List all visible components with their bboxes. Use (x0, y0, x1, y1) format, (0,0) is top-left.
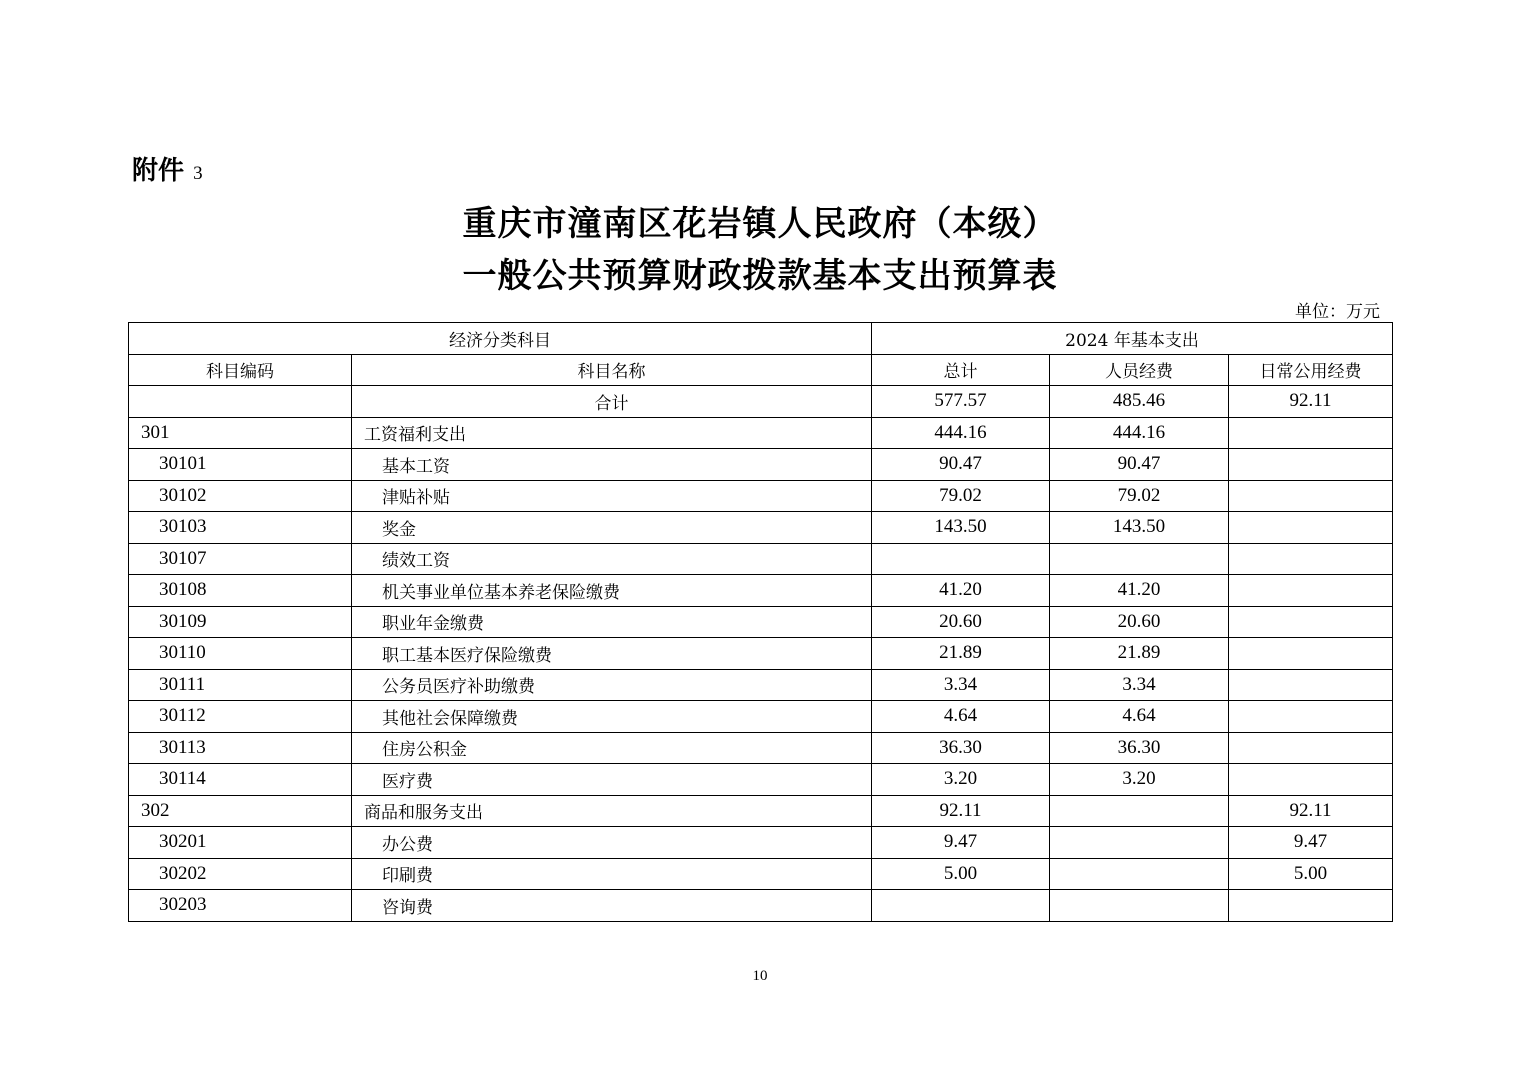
header-classification: 经济分类科目 (129, 323, 872, 355)
row-personnel: 79.02 (1050, 480, 1229, 512)
table-row (129, 890, 1393, 922)
row-name: 工资福利支出 (352, 417, 872, 449)
row-code: 30110 (129, 638, 352, 670)
row-public (1229, 575, 1393, 607)
row-name: 咨询费 (352, 890, 872, 922)
header-total: 总计 (872, 354, 1050, 386)
table-row (129, 764, 1393, 796)
header-code: 科目编码 (129, 354, 352, 386)
row-code: 301 (129, 417, 352, 449)
row-personnel (1050, 827, 1229, 859)
row-name: 印刷费 (352, 858, 872, 890)
row-personnel: 20.60 (1050, 606, 1229, 638)
row-public (1229, 764, 1393, 796)
row-public (1229, 480, 1393, 512)
table-row (129, 449, 1393, 481)
table-row (129, 827, 1393, 859)
header-basic-expenditure: 2024 年基本支出 (872, 323, 1393, 355)
row-personnel (1050, 890, 1229, 922)
row-total: 41.20 (872, 575, 1050, 607)
table-row (129, 701, 1393, 733)
total-public: 92.11 (1229, 386, 1393, 418)
row-public: 5.00 (1229, 858, 1393, 890)
row-total: 4.64 (872, 701, 1050, 733)
row-total: 90.47 (872, 449, 1050, 481)
total-total: 577.57 (872, 386, 1050, 418)
row-name: 机关事业单位基本养老保险缴费 (352, 575, 872, 607)
row-name: 津贴补贴 (352, 480, 872, 512)
row-code: 30113 (129, 732, 352, 764)
row-public (1229, 543, 1393, 575)
total-label: 合计 (352, 386, 872, 418)
row-code: 30114 (129, 764, 352, 796)
row-total: 36.30 (872, 732, 1050, 764)
row-name: 奖金 (352, 512, 872, 544)
row-personnel: 4.64 (1050, 701, 1229, 733)
header-public: 日常公用经费 (1229, 354, 1393, 386)
row-code: 30112 (129, 701, 352, 733)
row-code: 30202 (129, 858, 352, 890)
attachment-number: 3 (193, 163, 203, 184)
total-row (129, 386, 1393, 418)
row-personnel: 3.34 (1050, 669, 1229, 701)
row-public (1229, 669, 1393, 701)
row-name: 住房公积金 (352, 732, 872, 764)
row-total: 143.50 (872, 512, 1050, 544)
row-public (1229, 512, 1393, 544)
row-public (1229, 701, 1393, 733)
total-personnel: 485.46 (1050, 386, 1229, 418)
row-personnel: 21.89 (1050, 638, 1229, 670)
row-personnel: 90.47 (1050, 449, 1229, 481)
row-total: 444.16 (872, 417, 1050, 449)
page-title-line2: 一般公共预算财政拨款基本支出预算表 (462, 256, 1058, 296)
row-personnel: 143.50 (1050, 512, 1229, 544)
row-personnel (1050, 858, 1229, 890)
table-row (129, 606, 1393, 638)
column-header-row (129, 354, 1393, 386)
budget-table (128, 322, 1393, 922)
row-code: 30111 (129, 669, 352, 701)
header-personnel: 人员经费 (1050, 354, 1229, 386)
row-public (1229, 417, 1393, 449)
unit-label: 单位：万元 (1295, 302, 1380, 322)
row-personnel: 3.20 (1050, 764, 1229, 796)
row-total (872, 543, 1050, 575)
attachment-text: 附件 (132, 156, 185, 186)
row-total: 20.60 (872, 606, 1050, 638)
table-row (129, 858, 1393, 890)
total-code-cell (129, 386, 352, 418)
table-row (129, 512, 1393, 544)
row-personnel: 444.16 (1050, 417, 1229, 449)
row-total: 79.02 (872, 480, 1050, 512)
row-public (1229, 449, 1393, 481)
row-name: 基本工资 (352, 449, 872, 481)
row-public (1229, 606, 1393, 638)
row-total: 92.11 (872, 795, 1050, 827)
table-row (129, 480, 1393, 512)
attachment-label (132, 150, 203, 187)
row-total: 21.89 (872, 638, 1050, 670)
row-public (1229, 638, 1393, 670)
row-total: 3.20 (872, 764, 1050, 796)
row-name: 其他社会保障缴费 (352, 701, 872, 733)
row-public (1229, 732, 1393, 764)
row-name: 公务员医疗补助缴费 (352, 669, 872, 701)
row-code: 30107 (129, 543, 352, 575)
row-code: 30103 (129, 512, 352, 544)
table-row (129, 669, 1393, 701)
row-name: 绩效工资 (352, 543, 872, 575)
row-personnel (1050, 543, 1229, 575)
table-row (129, 795, 1393, 827)
page-number: 10 (752, 968, 768, 984)
row-code: 30102 (129, 480, 352, 512)
row-code: 30109 (129, 606, 352, 638)
row-personnel (1050, 795, 1229, 827)
row-code: 30108 (129, 575, 352, 607)
table-row (129, 417, 1393, 449)
row-code: 30203 (129, 890, 352, 922)
row-code: 302 (129, 795, 352, 827)
table-row (129, 638, 1393, 670)
row-total: 3.34 (872, 669, 1050, 701)
group-header-row (129, 323, 1393, 355)
row-name: 职工基本医疗保险缴费 (352, 638, 872, 670)
row-public: 92.11 (1229, 795, 1393, 827)
table-row (129, 543, 1393, 575)
row-public: 9.47 (1229, 827, 1393, 859)
row-total (872, 890, 1050, 922)
row-public (1229, 890, 1393, 922)
page-title-line1: 重庆市潼南区花岩镇人民政府（本级） (462, 204, 1058, 244)
row-total: 5.00 (872, 858, 1050, 890)
table-row (129, 732, 1393, 764)
table-row (129, 575, 1393, 607)
row-code: 30201 (129, 827, 352, 859)
row-name: 商品和服务支出 (352, 795, 872, 827)
header-name: 科目名称 (352, 354, 872, 386)
row-personnel: 36.30 (1050, 732, 1229, 764)
row-personnel: 41.20 (1050, 575, 1229, 607)
row-name: 办公费 (352, 827, 872, 859)
row-total: 9.47 (872, 827, 1050, 859)
row-name: 医疗费 (352, 764, 872, 796)
row-code: 30101 (129, 449, 352, 481)
row-name: 职业年金缴费 (352, 606, 872, 638)
